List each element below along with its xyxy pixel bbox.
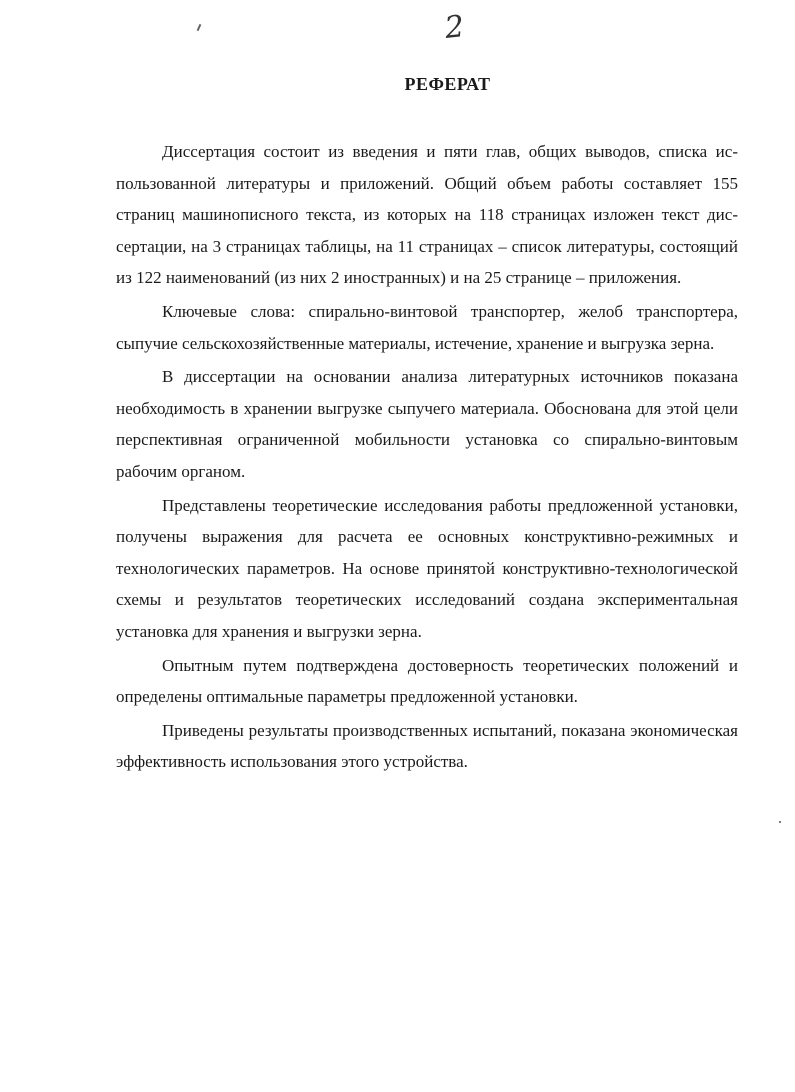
paragraph-results: Приведены результаты производственных испытаний, показана экономическая эффективность использования этого устройства. [116, 720, 738, 772]
pen-mark [197, 24, 202, 31]
page-number: 2 [443, 9, 466, 46]
paragraph-analysis: В диссертации на основании анализа литературных источников показана необходимость в хранении выгрузке сыпучего материала. Обоснована для этой цели перспективная ограниченной мобильности установка со спирально-винтовым рабочим органом. [116, 367, 738, 481]
abstract-body [116, 136, 738, 780]
paragraph-structure: Диссертация состоит из введения и пяти глав, общих выводов, списка использованной литературы и приложений. Общий объем работы составляет 155 страниц машинописного текста, из которых на 118 страницах изложен текст диссертации, на 3 страницах таблицы, на 11 страницах – список литературы, состоящий из 122 наименований (из них 2 иностранных) и на 25 странице – приложения. [116, 142, 738, 288]
scan-speck [779, 821, 781, 823]
page-title: РЕФЕРАТ [404, 74, 491, 94]
paragraph-experiment: Опытным путем подтверждена достоверность теоретических положений и определены оптимальные параметры предложенной установки. [116, 655, 738, 707]
paragraph-keywords: Ключевые слова: спирально-винтовой транспортер, желоб транспортера, сыпучие сельскохозяйственные материалы, истечение, хранение и выгрузка зерна. [116, 301, 738, 353]
paragraph-theory: Представлены теоретические исследования работы предложенной установки, получены выражения для расчета ее основных конструктивно-режимных и технологических параметров. На основе принятой конструктивно-технологической схемы и результатов теоретических исследований создана экспериментальная установка для хранения и выгрузки зерна. [116, 495, 738, 641]
